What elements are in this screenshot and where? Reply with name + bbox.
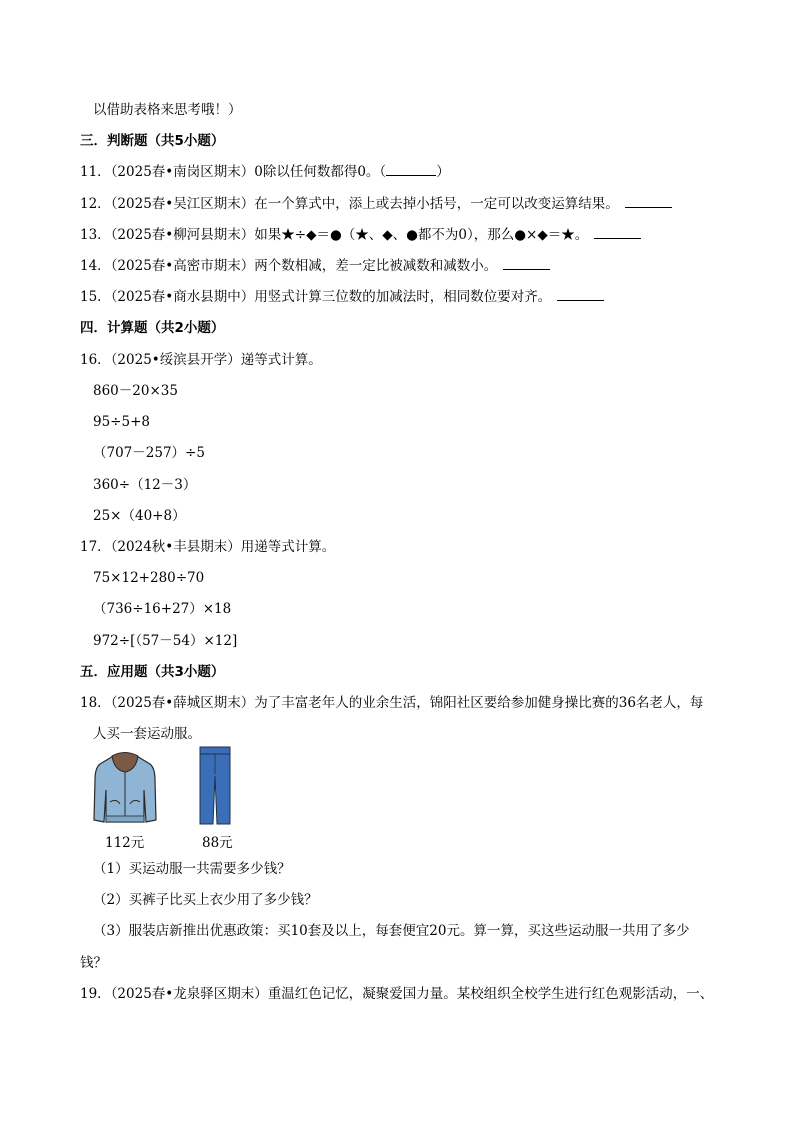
pants-image <box>198 746 232 826</box>
question-12 <box>80 195 672 213</box>
question-number: 12． <box>80 196 111 212</box>
question-text: （2025春•商水县期中）用竖式计算三位数的加减法时，相同数位要对齐。 <box>110 289 552 305</box>
question-text: （2025春•龙泉驿区期末）重温红色记忆，凝聚爱国力量。某校组织全校学生进行红色观影活动，一、 <box>110 986 714 1002</box>
question-18 <box>80 694 703 712</box>
expression: 75×12+280÷70 <box>93 570 205 586</box>
expression: 360÷（12－3） <box>93 477 197 493</box>
question-number: 18． <box>80 695 111 711</box>
question-text: （2025春•柳河县期末）如果★÷◆＝●（★、◆、●都不为0），那么●×◆＝★。 <box>110 227 589 243</box>
sub-question-2: （2）买裤子比买上衣少用了多少钱？ <box>93 892 318 908</box>
question-number: 13． <box>80 227 111 243</box>
expression: 95÷5+8 <box>93 414 150 430</box>
question-11 <box>80 163 450 181</box>
question-13 <box>80 226 641 244</box>
question-text: （2025春•薛城区期末）为了丰富老年人的业余生活，锦阳社区要给参加健身操比赛的36名老人，每 <box>110 695 704 711</box>
question-number: 16． <box>80 352 111 368</box>
expression: （707－257）÷5 <box>93 445 205 461</box>
question-number: 11． <box>80 164 111 180</box>
section3-title: 三．判断题（共5小题） <box>80 133 225 149</box>
question-17 <box>80 538 335 556</box>
question-text: （2025•绥滨县开学）递等式计算。 <box>110 352 322 368</box>
question-14 <box>80 257 550 275</box>
answer-blank[interactable] <box>625 195 672 208</box>
question-15 <box>80 288 604 306</box>
question-text-end: ） <box>436 164 450 180</box>
question-number: 19． <box>80 986 111 1002</box>
question-16 <box>80 351 322 369</box>
sub-question-1: （1）买运动服一共需要多少钱？ <box>93 861 291 877</box>
sub-question-3: （3）服装店新推出优惠政策：买10套及以上，每套便宜20元。算一算，买这些运动服一共用了多少 <box>93 923 690 939</box>
answer-blank[interactable] <box>503 257 550 270</box>
answer-blank[interactable] <box>557 288 604 301</box>
question-18-continued: 人买一套运动服。 <box>93 726 201 742</box>
question-number: 14． <box>80 258 111 274</box>
pants-price: 88元 <box>202 835 233 851</box>
expression: 25×（40+8） <box>93 508 186 524</box>
question-text: （2024秋•丰县期末）用递等式计算。 <box>110 539 336 555</box>
section5-title: 五．应用题（共3小题） <box>80 664 225 680</box>
question-text: （2025春•吴江区期末）在一个算式中，添上或去掉小括号，一定可以改变运算结果。 <box>110 196 619 212</box>
sub-question-3-continued: 钱？ <box>80 955 107 971</box>
intro-tail: 以借助表格来思考哦！） <box>93 102 242 118</box>
section4-title: 四．计算题（共2小题） <box>80 320 225 336</box>
expression: 972÷[（57－54）×12] <box>93 633 238 649</box>
jacket-image <box>92 750 158 826</box>
jacket-price: 112元 <box>105 835 145 851</box>
question-text: （2025春•高密市期末）两个数相减，差一定比被减数和减数小。 <box>110 258 498 274</box>
answer-blank[interactable] <box>386 163 436 176</box>
question-number: 15． <box>80 289 111 305</box>
answer-blank[interactable] <box>594 226 641 239</box>
question-text: （2025春•南岗区期末）0除以任何数都得0。（ <box>110 164 387 180</box>
expression: （736÷16+27）×18 <box>93 601 232 617</box>
question-19 <box>80 985 713 1003</box>
expression: 860－20×35 <box>93 383 178 399</box>
question-number: 17． <box>80 539 111 555</box>
